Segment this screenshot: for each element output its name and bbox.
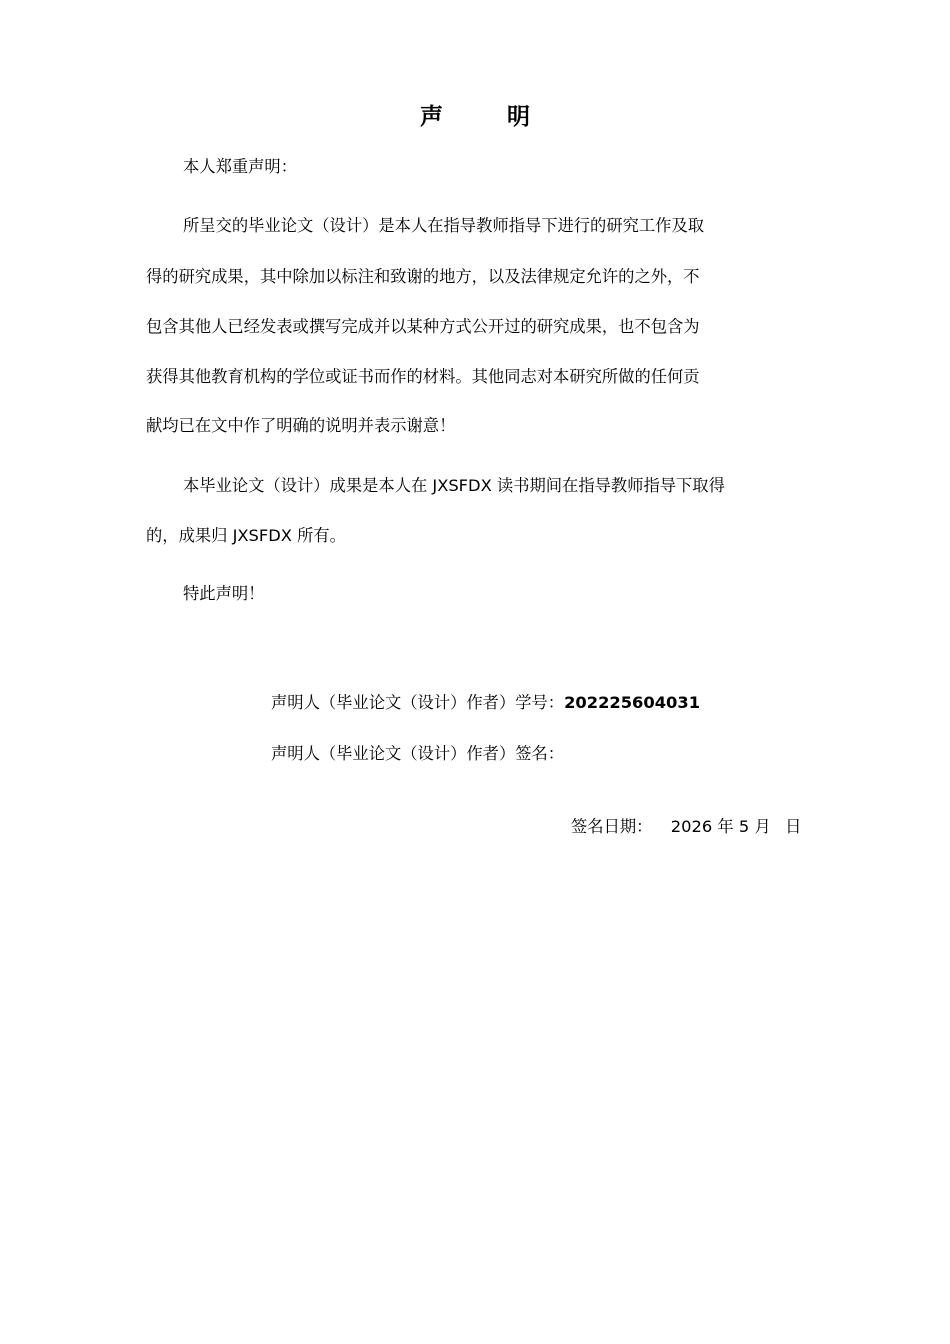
- title-char-left: 声: [420, 104, 443, 130]
- date-year-char: 年: [717, 817, 734, 836]
- title-char-right: 明: [507, 104, 530, 130]
- student-id-line: [271, 694, 700, 711]
- para1-line-4: 获得其他教育机构的学位或证书而作的材料。其他同志对本研究所做的任何贡: [146, 367, 700, 386]
- date-year: 2026: [670, 817, 713, 836]
- date-day-char: 日: [785, 817, 802, 836]
- student-id-label: 声明人（毕业论文（设计）作者）学号：: [271, 693, 565, 712]
- closing-line: 特此声明！: [183, 584, 265, 603]
- para1-line-1: 所呈交的毕业论文（设计）是本人在指导教师指导下进行的研究工作及取: [183, 216, 705, 235]
- para1-line-5: 献均已在文中作了明确的说明并表示谢意！: [146, 416, 456, 435]
- greeting-line: 本人郑重声明：: [183, 157, 297, 176]
- page-title: [0, 100, 950, 134]
- student-id-value: 202225604031: [564, 693, 701, 712]
- para1-line-3: 包含其他人已经发表或撰写完成并以某种方式公开过的研究成果，也不包含为: [146, 317, 700, 336]
- para1-line-2: 得的研究成果，其中除加以标注和致谢的地方，以及法律规定允许的之外，不: [146, 267, 700, 286]
- date-month: 5: [738, 817, 750, 836]
- signature-label: 声明人（毕业论文（设计）作者）签名：: [271, 744, 565, 763]
- signature-date-line: [571, 818, 801, 835]
- signature-line: [271, 745, 564, 762]
- date-month-char: 月: [754, 817, 771, 836]
- para2-line-2: 的，成果归 JXSFDX 所有。: [146, 526, 346, 545]
- para2-line-1: 本毕业论文（设计）成果是本人在 JXSFDX 读书期间在指导教师指导下取得: [183, 476, 725, 495]
- date-label: 签名日期：: [571, 817, 653, 836]
